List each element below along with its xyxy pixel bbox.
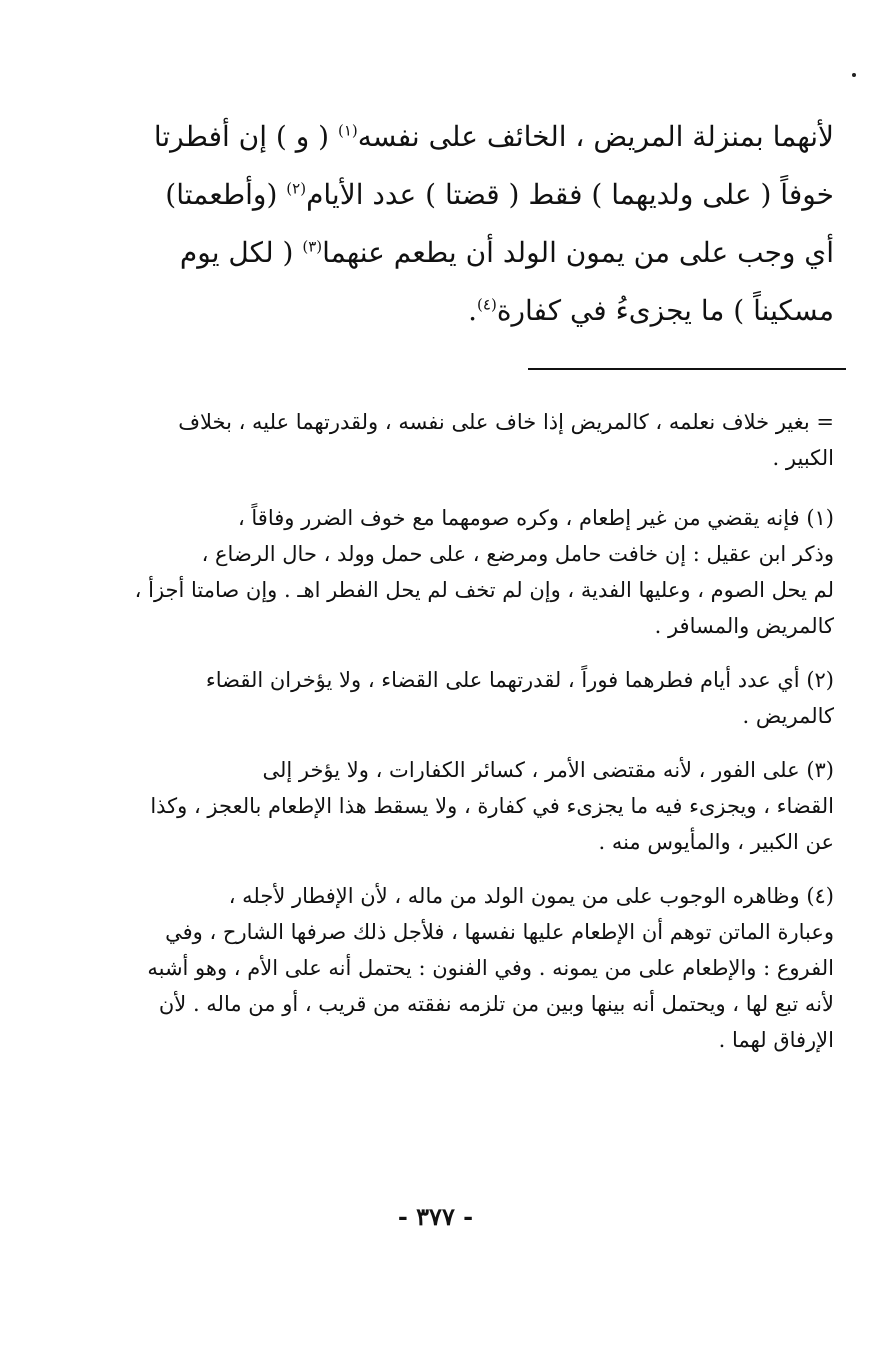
main-body-text (112, 108, 834, 340)
main-line (112, 282, 834, 340)
main-line (112, 166, 834, 224)
page-number: - ٣٧٧ - (397, 1202, 474, 1231)
footnote-line: الفروع : والإطعام على من يمونه . وفي الفنون : يحتمل أنه على الأم ، وهو أشبه (147, 956, 834, 980)
main-line (112, 224, 834, 282)
footnote-reference[interactable]: (١) (337, 121, 358, 140)
main-line-text: (وأطعمتا) (165, 178, 287, 211)
main-line-text: أي وجب على من يمون الولد أن يطعم عنهما (322, 236, 834, 269)
footnote-separator-rule (528, 368, 846, 370)
main-line-text: مسكيناً ) ما يجزىءُ في كفارة (496, 294, 834, 327)
footnote-line: (٢) أي عدد أيام فطرهما فوراً ، لقدرتهما على القضاء ، ولا يؤخران القضاء (205, 668, 834, 692)
footnote-2 (112, 662, 834, 734)
footnote-line: عن الكبير ، والمأيوس منه . (598, 830, 834, 854)
footnote-line: كالمريض والمسافر . (654, 614, 834, 638)
footnote-reference[interactable]: (٤) (477, 295, 497, 314)
footnote-line: القضاء ، ويجزىء فيه ما يجزىء في كفارة ، ولا يسقط هذا الإطعام بالعجز ، وكذا (150, 794, 834, 818)
footnote-continued (112, 404, 834, 476)
main-line-text: . (468, 294, 478, 327)
footnote-reference[interactable]: (٢) (286, 179, 307, 198)
main-line-text: لأنهما بمنزلة المريض ، الخائف على نفسه (357, 120, 834, 153)
footnote-line: الكبير . (772, 446, 834, 470)
footnote-4 (112, 878, 834, 1058)
footnote-line: لأنه تبع لها ، ويحتمل أنه بينها وبين من تلزمه نفقته من قريب ، أو من ماله . لأن (158, 992, 834, 1016)
footnote-1 (112, 500, 834, 644)
main-line-text: خوفاً ( على ولديهما ) فقط ( قضتا ) عدد الأيام (306, 178, 834, 211)
footnote-line: = بغير خلاف نعلمه ، كالمريض إذا خاف على نفسه ، ولقدرتهما عليه ، بخلاف (178, 410, 834, 434)
scan-speck (852, 73, 856, 77)
footnotes-section (112, 404, 834, 1076)
footnote-line: وذكر ابن عقيل : إن خافت حامل ومرضع ، على حمل وولد ، حال الرضاع ، (201, 542, 834, 566)
footnote-line: الإرفاق لهما . (718, 1028, 834, 1052)
footnote-reference[interactable]: (٣) (302, 237, 323, 256)
footnote-3 (112, 752, 834, 860)
footnote-line: كالمريض . (742, 704, 834, 728)
main-line-text: ( و ) إن أفطرتا (153, 120, 338, 153)
footnote-line: (١) فإنه يقضي من غير إطعام ، وكره صومهما مع خوف الضرر وفاقاً ، (237, 506, 834, 530)
footnote-line: لم يحل الصوم ، وعليها الفدية ، وإن لم تخف لم يحل الفطر اهـ . وإن صامتا أجزأ ، (134, 578, 834, 602)
footnote-line: (٣) على الفور ، لأنه مقتضى الأمر ، كسائر الكفارات ، ولا يؤخر إلى (262, 758, 834, 782)
footnote-line: (٤) وظاهره الوجوب على من يمون الولد من ماله ، لأن الإفطار لأجله ، (228, 884, 834, 908)
footnote-line: وعبارة الماتن توهم أن الإطعام عليها نفسها ، فلأجل ذلك صرفها الشارح ، وفي (165, 920, 834, 944)
main-line-text: ( لكل يوم (179, 236, 303, 269)
main-line (112, 108, 834, 166)
